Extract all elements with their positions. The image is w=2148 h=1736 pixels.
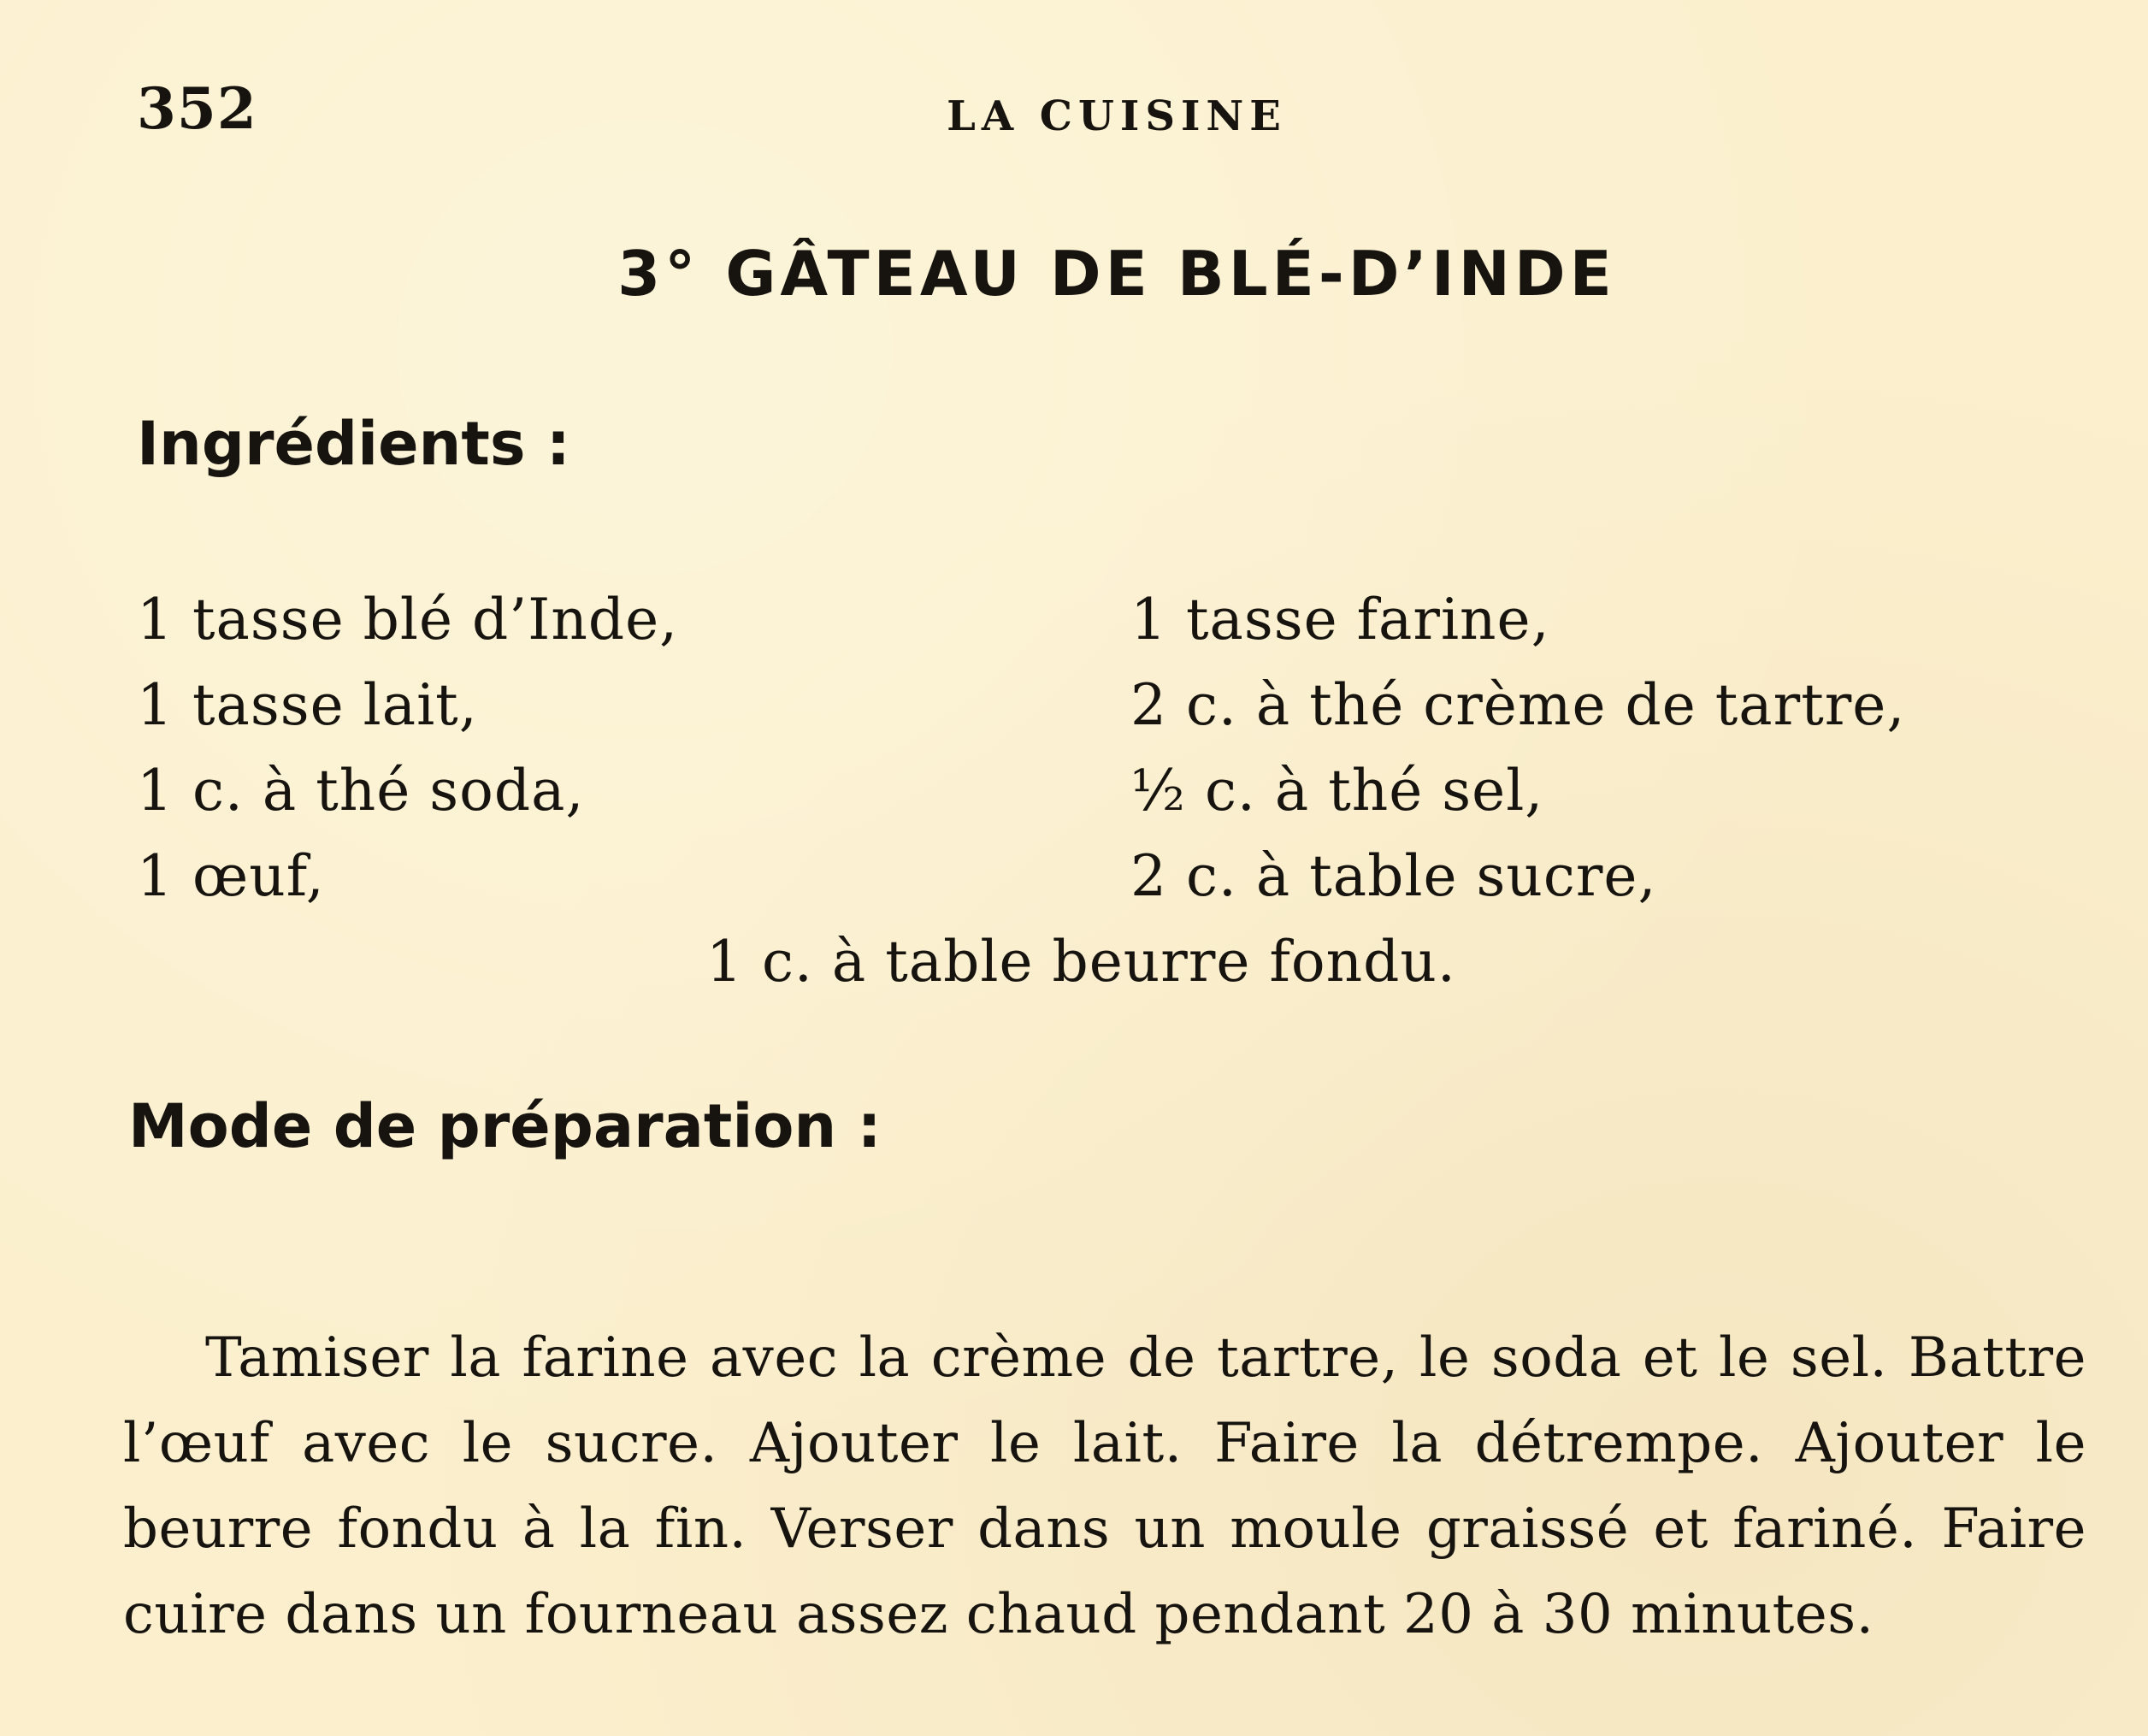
instructions-paragraph: Tamiser la farine avec la crème de tartre, le soda et le sel. Battre l’œuf avec le sucre. Ajouter le lait. Faire la détrempe. Ajouter le beurre fondu à la fin. Verser dans un moule graissé et fariné. Faire cuire dans un fourneau assez chaud pendant 20 à 30 minutes. [123,1326,2086,1646]
ingredient-item: ½ c. à thé sel, [1130,758,1544,824]
ingredient-item: 2 c. à thé crème de tartre, [1130,672,1906,738]
page-number: 352 [137,75,257,142]
recipe-title: 3° GÂTEAU DE BLÉ-D’INDE [617,238,1616,310]
ingredient-item-centered: 1 c. à table beurre fondu. [706,929,1456,995]
ingredient-item: 1 tasse blé d’Inde, [137,587,679,652]
ingredients-heading: Ingrédients : [137,409,570,479]
ingredient-item: 1 tasse farine, [1130,587,1550,652]
preparation-heading: Mode de préparation : [128,1091,882,1161]
ingredient-item: 1 œuf, [137,843,325,909]
running-head: LA CUISINE [947,92,1287,140]
ingredient-item: 1 c. à thé soda, [137,758,585,824]
ingredient-item: 2 c. à table sucre, [1130,843,1657,909]
ingredient-item: 1 tasse lait, [137,672,478,738]
